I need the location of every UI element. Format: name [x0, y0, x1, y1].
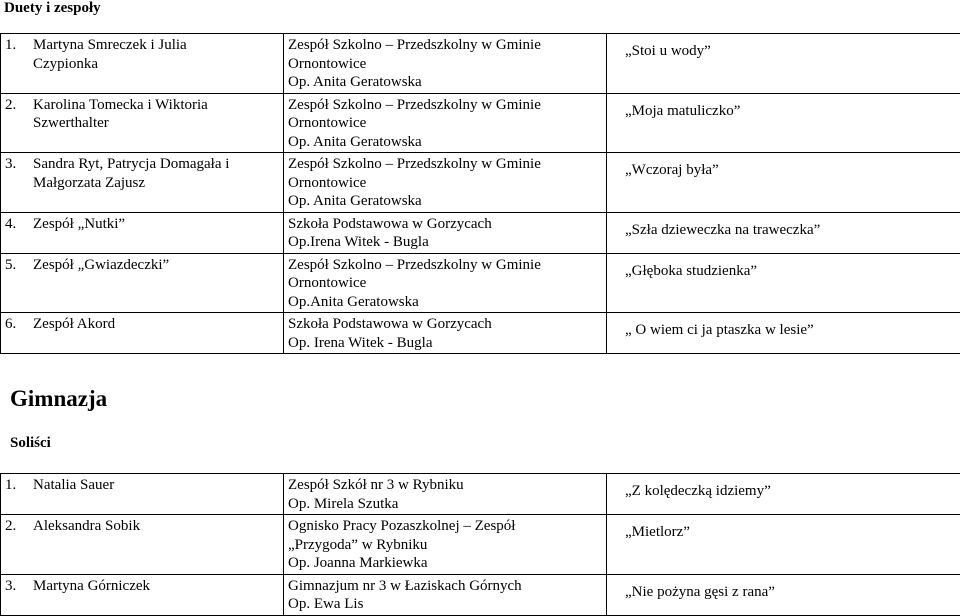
row-number: 3. [5, 155, 33, 192]
participant-name: Czypionka [33, 55, 279, 74]
school-line: Op. Ewa Lis [288, 595, 602, 614]
school-cell [284, 212, 607, 253]
row-number: 2. [5, 96, 33, 133]
participant-cell [1, 474, 284, 515]
song-cell [607, 212, 960, 253]
school-line: Zespół Szkół nr 3 w Rybniku [288, 476, 602, 495]
school-line: Ornontowice [288, 174, 602, 193]
song-cell [607, 574, 960, 615]
section-title-duety: Duety i zespoły [4, 0, 101, 17]
song-cell [607, 313, 960, 354]
table-row [1, 574, 960, 615]
participant-name: Karolina Tomecka i Wiktoria [33, 96, 279, 115]
participant-name: Martyna Górniczek [33, 577, 279, 596]
table-row [1, 93, 960, 153]
participant-cell [1, 153, 284, 213]
school-line: Ornontowice [288, 114, 602, 133]
participant-cell [1, 515, 284, 575]
table-row [1, 253, 960, 313]
participant-name: Martyna Smreczek i Julia [33, 36, 279, 55]
school-line: Op. Anita Geratowska [288, 73, 602, 92]
song-title: „ O wiem ci ja ptaszka w lesie” [625, 315, 960, 340]
school-line: Zespół Szkolno – Przedszkolny w Gminie [288, 96, 602, 115]
school-cell [284, 313, 607, 354]
table-row [1, 313, 960, 354]
row-number: 1. [5, 36, 33, 73]
participant-cell [1, 574, 284, 615]
school-line: Op. Mirela Szutka [288, 495, 602, 514]
song-cell [607, 474, 960, 515]
row-number: 2. [5, 517, 33, 536]
school-line: Zespół Szkolno – Przedszkolny w Gminie [288, 36, 602, 55]
participant-cell [1, 313, 284, 354]
school-cell [284, 34, 607, 94]
song-title: „Z kolędeczką idziemy” [625, 476, 960, 501]
song-cell [607, 93, 960, 153]
song-title: „Nie pożyna gęsi z rana” [625, 577, 960, 602]
school-line: Op.Anita Geratowska [288, 293, 602, 312]
song-cell [607, 153, 960, 213]
participant-name: Małgorzata Zajusz [33, 174, 279, 193]
participant-name: Aleksandra Sobik [33, 517, 279, 536]
school-line: Ognisko Pracy Pozaszkolnej – Zespół [288, 517, 602, 536]
participant-cell [1, 253, 284, 313]
subsection-title-solisci: Soliści [10, 435, 51, 452]
school-line: Zespół Szkolno – Przedszkolny w Gminie [288, 256, 602, 275]
table-row [1, 515, 960, 575]
participant-cell [1, 212, 284, 253]
school-line: Op. Joanna Markiewka [288, 554, 602, 573]
school-line: Zespół Szkolno – Przedszkolny w Gminie [288, 155, 602, 174]
school-line: Szkoła Podstawowa w Gorzycach [288, 215, 602, 234]
duety-table [0, 33, 960, 354]
song-cell [607, 34, 960, 94]
section-title-gimnazja: Gimnazja [10, 386, 107, 412]
school-cell [284, 474, 607, 515]
school-line: Op. Anita Geratowska [288, 192, 602, 211]
participant-name: Zespół Akord [33, 315, 279, 334]
school-line: Op. Irena Witek - Bugla [288, 334, 602, 353]
participant-name: Szwerthalter [33, 114, 279, 133]
school-line: „Przygoda” w Rybniku [288, 536, 602, 555]
song-cell [607, 253, 960, 313]
school-line: Op.Irena Witek - Bugla [288, 233, 602, 252]
row-number: 3. [5, 577, 33, 596]
participant-name: Zespół „Nutki” [33, 215, 279, 234]
song-title: „Moja matuliczko” [625, 96, 960, 121]
song-title: „Wczoraj była” [625, 155, 960, 180]
participant-cell [1, 93, 284, 153]
row-number: 1. [5, 476, 33, 495]
table-row [1, 212, 960, 253]
school-cell [284, 574, 607, 615]
song-title: „Mietlorz” [625, 517, 960, 542]
table-row [1, 34, 960, 94]
row-number: 5. [5, 256, 33, 275]
school-line: Gimnazjum nr 3 w Łaziskach Górnych [288, 577, 602, 596]
participant-name: Natalia Sauer [33, 476, 279, 495]
school-cell [284, 253, 607, 313]
school-cell [284, 515, 607, 575]
participant-cell [1, 34, 284, 94]
school-line: Ornontowice [288, 274, 602, 293]
song-title: „Stoi u wody” [625, 36, 960, 61]
school-cell [284, 93, 607, 153]
table-row [1, 474, 960, 515]
school-line: Szkoła Podstawowa w Gorzycach [288, 315, 602, 334]
table-row [1, 153, 960, 213]
song-title: „Szła dzieweczka na traweczka” [625, 215, 960, 240]
school-line: Op. Anita Geratowska [288, 133, 602, 152]
participant-name: Sandra Ryt, Patrycja Domagała i [33, 155, 279, 174]
song-cell [607, 515, 960, 575]
school-cell [284, 153, 607, 213]
row-number: 4. [5, 215, 33, 234]
song-title: „Głęboka studzienka” [625, 256, 960, 281]
solisci-table [0, 473, 960, 616]
participant-name: Zespół „Gwiazdeczki” [33, 256, 279, 275]
school-line: Ornontowice [288, 55, 602, 74]
row-number: 6. [5, 315, 33, 334]
